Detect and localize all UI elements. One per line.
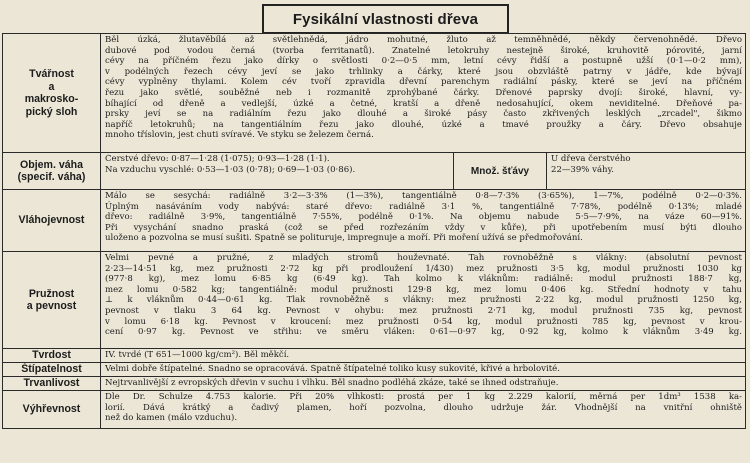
row-tvarnost [3, 34, 746, 153]
text-line: mnoho tříslovin, jest chuti svíravé. Ve styku se železem černá. [105, 130, 374, 141]
text-line: řezu jako světlé, souběžné neb i rozmanitě zprohýbané čárky. Dřenové paprsky dvojí: široké, hlavní, vy- [105, 87, 742, 98]
row-tvrdost [3, 349, 746, 363]
text-line: IV. tvrdé (T 651—1000 kg/cm²). Běl měkčí. [105, 350, 290, 360]
label-line: pický sloh [25, 105, 78, 118]
text-line: cévy vyplněny thylami. Kolem cév tvoří zpravidla dřevní parenchym radiální pásky, které se jeví na příčném [105, 77, 742, 88]
label-line: Tvrdost [32, 349, 71, 362]
text-line: 2·23—14·51 kg, mez pružnosti 2·72 kg při prodloužení 1/430) mez pružnosti 3·5 kg, modul pružnosti 1030 kg [105, 263, 742, 274]
text-line: Velmi pevné a pružné, z mladých stromů houževnaté. Tah rovnoběžně s vlákny: (absolutní pevnost [105, 253, 742, 263]
text-tvarnost [101, 34, 746, 153]
row-vlahojevnost [3, 190, 746, 252]
label-tvarnost [3, 34, 101, 153]
label-vlahojevnost [3, 190, 101, 252]
vaha-values [101, 153, 453, 189]
text-line: než do kamen (málo vzduchu). [105, 413, 238, 424]
text-line: Velmi dobře štípatelné. Snadno se opracovává. Špatně štípatelné toliko kusy sukovité, křivé a hrbolovité. [105, 364, 560, 374]
text-line: cévy na příčném řezu jako dírky o světlosti 0·2—0·5 mm, letní cévy řidší a postupně užší (0·1—0·2 mm), [105, 56, 742, 67]
text-line: uloženo a pozvolna se musí sušiti. Špatně se polituruje, impregnuje a moří. Při moření užívá se předmořování. [105, 233, 583, 244]
text-line: Při vysychání snadno praská (což se před rozřezáním vždy v kůře), při upotřebením musí býti dlouho [105, 222, 742, 233]
text-vyhrevnost [101, 391, 746, 429]
label-stipatelnost [3, 363, 101, 377]
label-line: Štípatelnost [21, 363, 82, 376]
label-line: Tvářnost [29, 68, 74, 80]
page-title: Fysikální vlastnosti dřeva [262, 4, 509, 34]
label-trvanlivost [3, 377, 101, 391]
label-line: a [48, 80, 55, 93]
label-line: makrosko- [24, 93, 79, 105]
row-vaha [3, 153, 746, 190]
text-line: cení 0·97 kg. Pevnost ve střihu: ve směru vláken: 0·61—0·97 kg, 0·92 kg, kolmo k vláknům 3·49 kg. [105, 327, 742, 338]
properties-table [2, 33, 746, 429]
row-vyhrevnost [3, 391, 746, 429]
stavy-values [547, 153, 745, 189]
text-pruznost [101, 252, 746, 349]
text-line: prsky jeví se na radiálním řezu jako dlouhé a široké pásy často zkřivených lesklých „zrcadel", šikmo [105, 109, 742, 120]
label-line: a pevnost [26, 300, 77, 312]
text-line: pevnost v tlaku 3 64 kg. Pevnost v ohybu: mez pružnosti 2·71 kg, modul pružnosti 735 kg, pevnost [105, 305, 742, 316]
label-line: Vláhojevnost [18, 214, 85, 227]
row-pruznost [3, 252, 746, 349]
label-vaha [3, 153, 101, 190]
text-tvrdost [101, 349, 746, 363]
text-line: Dle Dr. Schulze 4.753 kalorie. Při 20% vlhkosti: prostá per 1 kg 2.229 kalorií, měrná per 1dm³ 1538 ka- [105, 392, 742, 402]
text-line: (977·8 kg), mez lomu 6·85 kg (6·49 kg). Tah kolmo k vláknům: radiálně: modul pružnosti 188·7 kg, [105, 274, 742, 285]
text-line: v lomu 6·18 kg. Pevnost v kroucení: mez pružnosti 0·54 kg, modul pružnosti 785 kg, pevnost v krou- [105, 316, 742, 327]
text-line: bíhající od dřeně a vedlejší, úzké a četné, kratší a dřeně nedosahující, okem neviditelné. Dřeňové pa- [105, 98, 742, 109]
text-trvanlivost [101, 377, 746, 391]
label-mnozstvi-stavy: Množ. šťávy [453, 153, 547, 189]
label-line: Výhřevnost [22, 403, 81, 416]
text-line: 22—39% váhy. [551, 164, 614, 175]
text-vaha [101, 153, 746, 190]
text-line: Čerstvé dřevo: 0·87—1·28 (1·075); 0·93—1·28 (1·1). [105, 154, 330, 164]
row-stipatelnost [3, 363, 746, 377]
text-line: Málo se sesychá: radiálně 3·2—3·3% (1—3%), tangentiálně 0·8—7·3% (3·65%), 1—7%, podélně 0·2—0·3%. [105, 191, 742, 201]
text-line: Na vzduchu vyschlé: 0·53—1·03 (0·78); 0·69—1·03 (0·86). [105, 164, 356, 175]
text-line: dubové pod vodou černá (tvorba ferritanatů). Znatelné letokruhy nestejně široké, kruhovitě pórovité, jarní [105, 45, 742, 56]
label-tvrdost [3, 349, 101, 363]
text-line: Běl úzká, žlutavěbílá až světlehnědá, jádro mohutné, žluto až temněhnědé, někdy červenohnědé. Dřevo [105, 35, 742, 45]
text-line: ⊥ k vláknům 0·44—0·61 kg. Tlak rovnoběžně s vlákny: mez pružnosti 2·22 kg, modul pružnosti 1250 kg, [105, 295, 742, 306]
text-line: napříč letokruhů; na tangentiálním řezu jako dlouhé, úzké a tmavé proužky a čáry. Dřevo obsahuje [105, 119, 742, 130]
label-line: Objem. váha [20, 158, 83, 171]
text-line: v podélných řezech cévy jeví se jako trhlinky a čárky, které jsou obzvláště patrny v jádře, kde bývají [105, 66, 742, 77]
text-line: U dřeva čerstvého [551, 154, 631, 164]
text-line: Nejtrvanlivější z evropských dřevin v suchu i vlhku. Běl snadno podléhá zkáze, také se ihned odstraňuje. [105, 378, 559, 388]
label-line: (specif. váha) [17, 171, 86, 183]
text-line: mez lomu 0·582 kg; tangentiálně: modul pružnosti 129·8 kg, mez lomu 0·406 kg. Střední hodnoty v tahu [105, 284, 742, 295]
label-line: Pružnost [28, 287, 75, 300]
label-vyhrevnost [3, 391, 101, 429]
label-line: Trvanlivost [23, 377, 80, 390]
text-line: Úplným nasáváním vody nabývá: staré dřevo: radiálně 3·1 %, tangentiálně 7·78%, podélně 0·13%; mladé [105, 201, 742, 212]
text-stipatelnost [101, 363, 746, 377]
text-vlahojevnost [101, 190, 746, 252]
row-trvanlivost [3, 377, 746, 391]
text-line: dřevo: radiálně 3·9%, tangentiálně 7·55%, podélně 0·1%. Na objemu nabude 5·5—7·9%, na váze 60—91%. [105, 212, 742, 223]
label-pruznost [3, 252, 101, 349]
text-line: lorií. Dává krátký a čadivý plamen, hoří pozvolna, dlouho udržuje žár. Vhodnější na vnitřní ohniště [105, 402, 742, 413]
